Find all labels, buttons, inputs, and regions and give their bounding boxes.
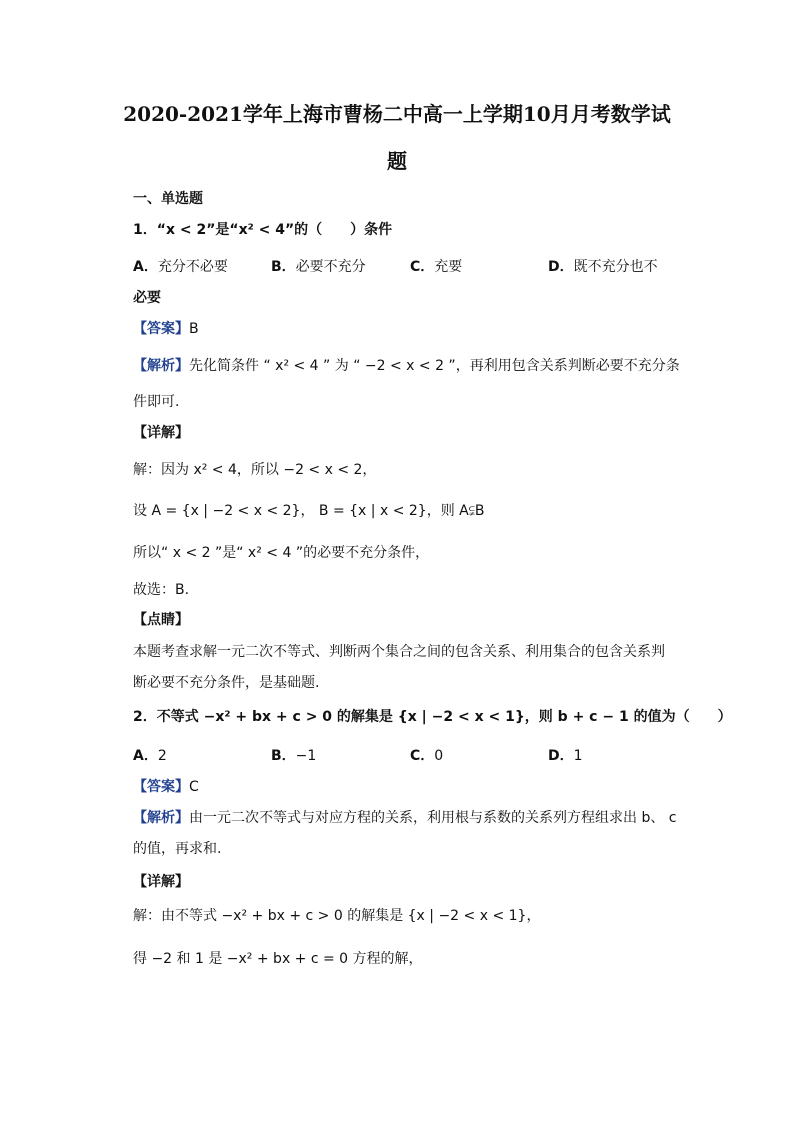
option-text: 充分不必要 xyxy=(157,259,228,275)
q1-detail-line: 设 A = {x | −2 < x < 2}， B = {x | x < 2}，则 A⫋B xyxy=(133,503,485,519)
analysis-text: 先化简条件 “ x² < 4 ” 为 “ −2 < x < 2 ”，再利用包含关系判断必要不充分条 xyxy=(189,358,680,374)
analysis-text: 由一元二次不等式与对应方程的关系，利用根与系数的关系列方程组求出 b、 c xyxy=(189,810,677,826)
option-text: 1 xyxy=(573,748,583,764)
option-text: 0 xyxy=(434,748,444,764)
option-letter: A． xyxy=(133,748,158,764)
answer-label: 【答案】 xyxy=(133,321,189,337)
option-text: 必要不充分 xyxy=(295,259,366,275)
answer-label: 【答案】 xyxy=(133,779,189,795)
option-letter: D． xyxy=(548,259,574,275)
q2-detail-label: 【详解】 xyxy=(133,874,189,890)
q1-answer xyxy=(133,318,199,338)
q1-comment-label: 【点睛】 xyxy=(133,612,189,628)
answer-value: C xyxy=(189,779,199,795)
q1-comment-line: 本题考查求解一元二次不等式、判断两个集合之间的包含关系、利用集合的包含关系判 xyxy=(133,644,665,660)
q1-detail-label: 【详解】 xyxy=(133,425,189,441)
option-letter: D． xyxy=(548,748,574,764)
option-letter: A． xyxy=(133,259,158,275)
q1-option-a xyxy=(133,256,228,276)
q1-comment-line: 断必要不充分条件，是基础题. xyxy=(133,675,320,691)
q2-answer xyxy=(133,776,199,796)
doc-title-line2: 题 xyxy=(387,149,407,173)
q1-detail-line: 解：因为 x² < 4，所以 −2 < x < 2， xyxy=(133,462,377,478)
q2-analysis-continued: 的值，再求和. xyxy=(133,841,222,857)
q1-analysis xyxy=(133,355,680,375)
q2-option-c xyxy=(410,745,443,765)
q1-option-c xyxy=(410,256,462,276)
option-letter: B． xyxy=(271,259,296,275)
option-text: 充要 xyxy=(434,259,463,275)
doc-title-line1: 2020-2021学年上海市曹杨二中高一上学期10月月考数学试 xyxy=(123,102,671,126)
option-text: 既不充分也不 xyxy=(573,259,658,275)
q2-stem: 2．不等式 −x² + bx + c > 0 的解集是 {x | −2 < x < 1}，则 b + c − 1 的值为（ ） xyxy=(133,709,732,725)
option-letter: B． xyxy=(271,748,296,764)
analysis-label: 【解析】 xyxy=(133,358,189,374)
q1-option-d xyxy=(548,256,658,276)
q2-detail-line: 得 −2 和 1 是 −x² + bx + c = 0 方程的解， xyxy=(133,951,423,967)
q2-option-a xyxy=(133,745,167,765)
section-heading: 一、单选题 xyxy=(133,191,203,207)
q1-analysis-continued: 件即可. xyxy=(133,394,180,410)
option-letter: C． xyxy=(410,259,435,275)
q2-analysis xyxy=(133,807,676,827)
option-letter: C． xyxy=(410,748,435,764)
analysis-label: 【解析】 xyxy=(133,810,189,826)
answer-value: B xyxy=(189,321,199,337)
option-text: 2 xyxy=(157,748,167,764)
q1-option-d-continued: 必要 xyxy=(133,290,161,306)
q1-option-b xyxy=(271,256,366,276)
q2-detail-line: 解：由不等式 −x² + bx + c > 0 的解集是 {x | −2 < x < 1}， xyxy=(133,908,541,924)
q1-stem: 1．“x < 2”是“x² < 4”的（ ）条件 xyxy=(133,222,393,238)
q1-detail-line: 所以“ x < 2 ”是“ x² < 4 ”的必要不充分条件， xyxy=(133,545,430,561)
q1-detail-line: 故选：B. xyxy=(133,582,190,598)
option-text: −1 xyxy=(295,748,317,764)
q2-option-b xyxy=(271,745,316,765)
q2-option-d xyxy=(548,745,583,765)
